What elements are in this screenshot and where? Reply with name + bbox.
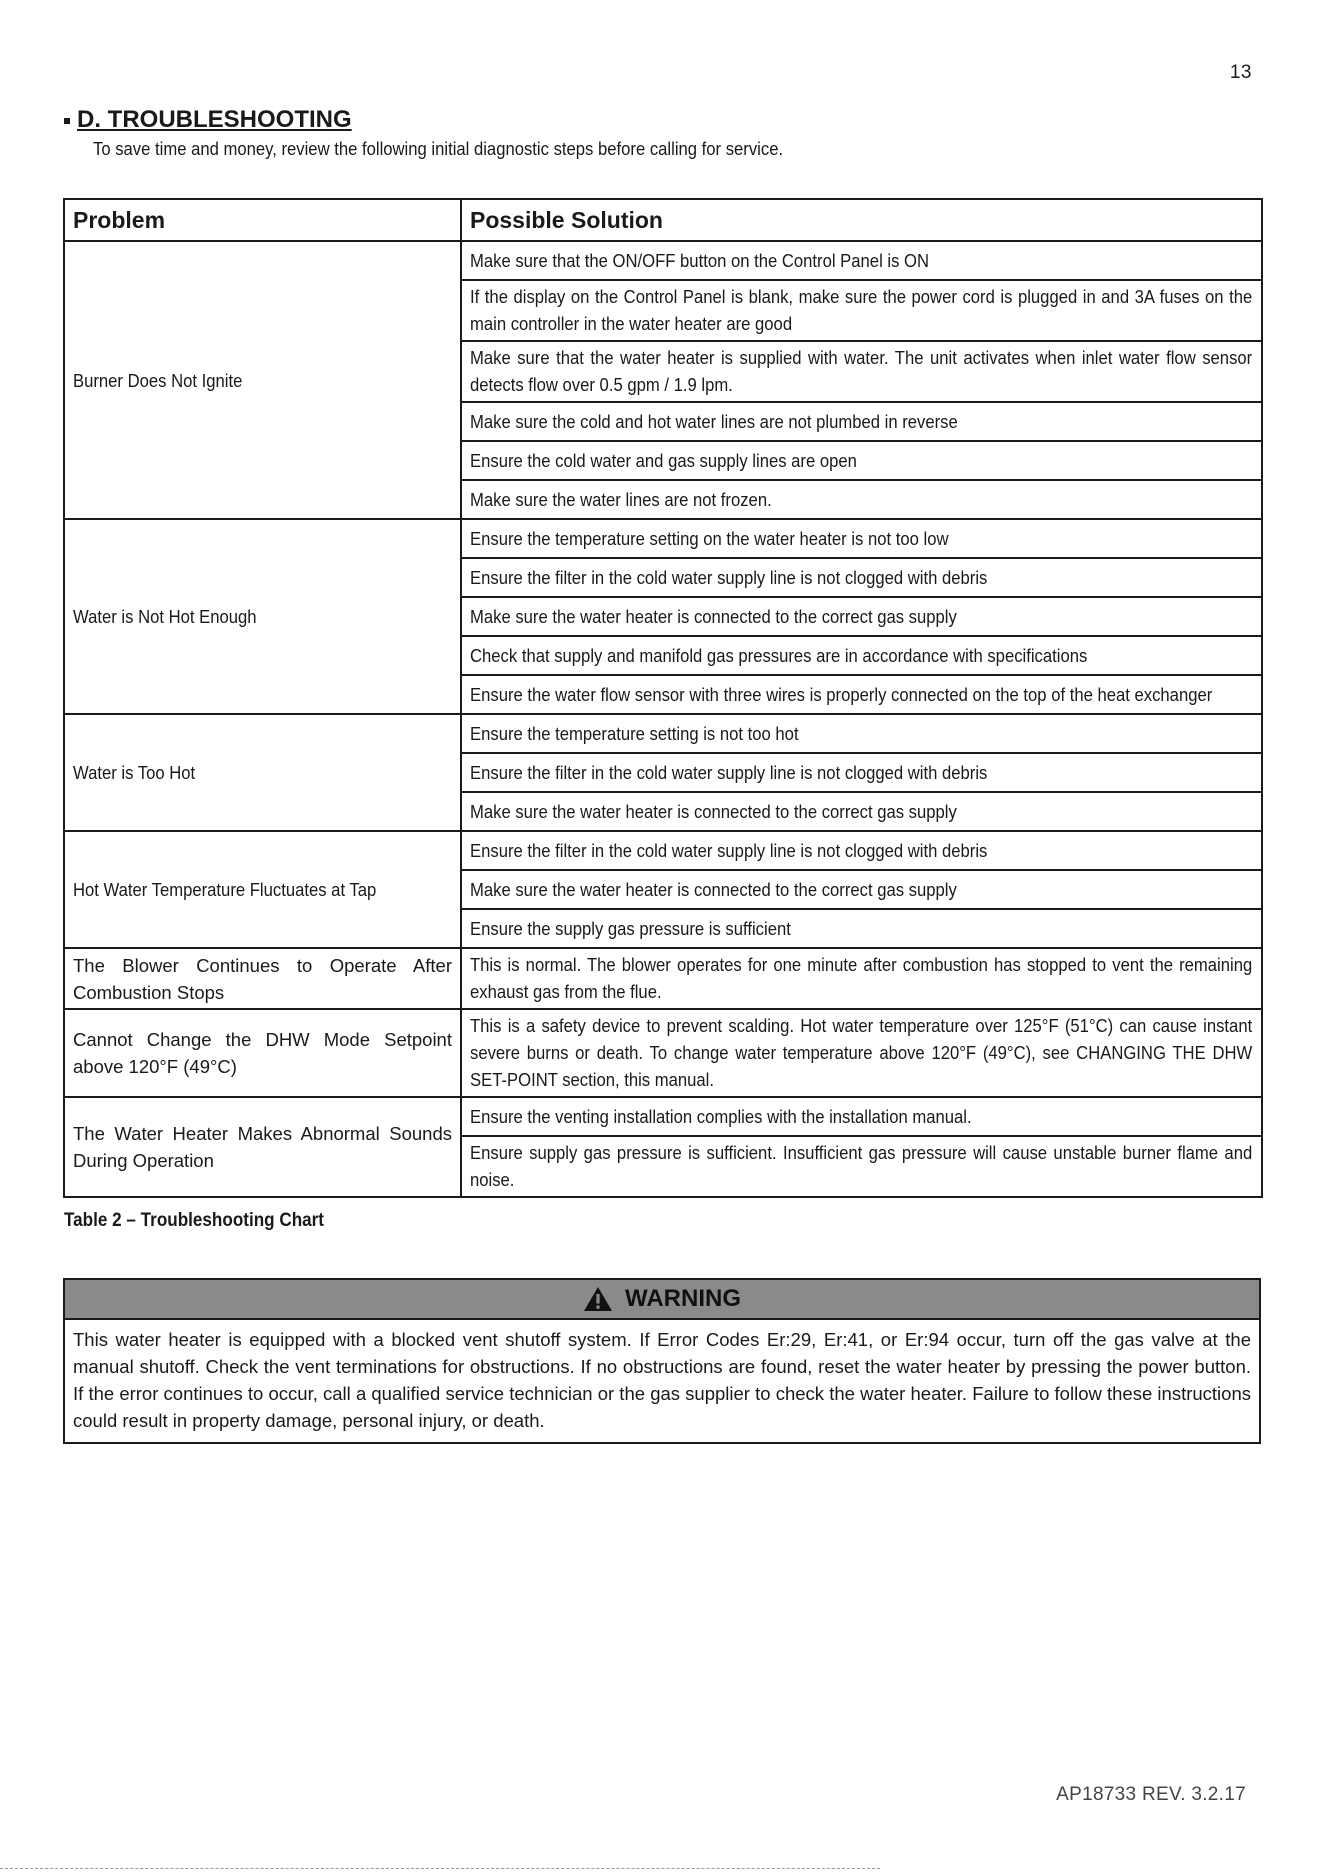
solution-cell (461, 1009, 1262, 1097)
solution-text: Ensure supply gas pressure is sufficient. Insufficient gas pressure will cause unstable burner flame and noise. (470, 1142, 1253, 1190)
solution-text: Make sure the water heater is connected to the correct gas supply (470, 800, 957, 822)
table-row (64, 948, 1262, 1009)
solution-cell (461, 636, 1262, 675)
revision-label: AP18733 REV. 3.2.17 (1056, 1784, 1246, 1805)
solution-cell (461, 753, 1262, 792)
problem-label: The Blower Continues to Operate After Combustion Stops (73, 954, 452, 1003)
solution-cell (461, 480, 1262, 519)
solution-text: Ensure the filter in the cold water supply line is not clogged with debris (470, 839, 988, 861)
solution-column-header: Possible Solution (461, 199, 1262, 241)
solution-text: Ensure the water flow sensor with three wires is properly connected on the top of the heat exchanger (470, 683, 1213, 705)
problem-label: Water is Not Hot Enough (73, 606, 257, 627)
problem-label: Water is Too Hot (73, 762, 196, 783)
problem-cell (64, 1097, 461, 1197)
problem-cell (64, 714, 461, 831)
solution-text: This is a safety device to prevent scalding. Hot water temperature over 125°F (51°C) can cause instant severe burns or death. To change water temperature above 120°F (49°C), see CHANGING THE DHW SET-POINT section, this manual. (470, 1015, 1253, 1090)
solution-text: Ensure the cold water and gas supply lines are open (470, 449, 857, 471)
warning-triangle-icon (583, 1286, 613, 1312)
solution-cell (461, 870, 1262, 909)
problem-label: The Water Heater Makes Abnormal Sounds During Operation (73, 1123, 452, 1171)
footer-divider (0, 1868, 880, 1869)
solution-text: Ensure the filter in the cold water supply line is not clogged with debris (470, 761, 988, 783)
table-header-row (64, 199, 1262, 241)
problem-column-header: Problem (64, 199, 461, 241)
table-body (64, 241, 1262, 1197)
problem-cell (64, 519, 461, 714)
solution-text: Make sure the cold and hot water lines are not plumbed in reverse (470, 410, 958, 432)
problem-cell (64, 948, 461, 1009)
solution-text: This is normal. The blower operates for one minute after combustion has stopped to vent the remaining exhaust gas from the flue. (470, 954, 1253, 1002)
solution-cell (461, 909, 1262, 948)
solution-text: Make sure the water heater is connected to the correct gas supply (470, 878, 957, 900)
table-row (64, 1009, 1262, 1097)
solution-cell (461, 558, 1262, 597)
problem-label: Hot Water Temperature Fluctuates at Tap (73, 879, 377, 900)
solution-cell (461, 1136, 1262, 1197)
solution-cell (461, 280, 1262, 341)
solution-cell (461, 441, 1262, 480)
solution-cell (461, 948, 1262, 1009)
solution-cell (461, 714, 1262, 753)
solution-text: Ensure the supply gas pressure is sufficient (470, 917, 791, 939)
solution-cell (461, 341, 1262, 402)
bullet-icon (64, 118, 70, 124)
solution-cell (461, 241, 1262, 280)
solution-cell (461, 402, 1262, 441)
problem-cell (64, 1009, 461, 1097)
solution-text: Make sure that the water heater is supplied with water. The unit activates when inlet water flow sensor detects flow over 0.5 gpm / 1.9 lpm. (470, 347, 1253, 395)
problem-label: Burner Does Not Ignite (73, 369, 243, 391)
section-intro: To save time and money, review the following initial diagnostic steps before calling for service. (93, 138, 784, 159)
solution-text: Ensure the venting installation complies with the installation manual. (470, 1105, 972, 1127)
solution-text: Make sure that the ON/OFF button on the Control Panel is ON (470, 249, 930, 271)
section-heading (64, 106, 352, 134)
table-row (64, 519, 1262, 558)
solution-text: If the display on the Control Panel is blank, make sure the power cord is plugged in and 3A fuses on the main controller in the water heater are good (470, 286, 1253, 334)
solution-text: Check that supply and manifold gas pressures are in accordance with specifications (470, 644, 1088, 666)
table-row (64, 1097, 1262, 1136)
solution-text: Make sure the water heater is connected to the correct gas supply (470, 605, 957, 627)
troubleshooting-table (63, 198, 1263, 1198)
solution-cell (461, 675, 1262, 714)
table-caption: Table 2 – Troubleshooting Chart (64, 1210, 325, 1231)
table-row (64, 241, 1262, 280)
problem-label: Cannot Change the DHW Mode Setpoint above 120°F (49°C) (73, 1029, 452, 1077)
table-row (64, 831, 1262, 870)
solution-text: Ensure the temperature setting on the water heater is not too low (470, 527, 949, 549)
warning-text: This water heater is equipped with a blocked vent shutoff system. If Error Codes Er:29, Er:41, or Er:94 occur, turn off the gas valve at the manual shutoff. Check the vent terminations for obstructions. If no obstructions are found, reset the water heater by pressing the power button. If the error continues to occur, call a qualified service technician or the gas supplier to check the water heater. Failure to follow these instructions could result in property damage, personal injury, or death. (73, 1329, 1251, 1431)
solution-cell (461, 519, 1262, 558)
problem-cell (64, 831, 461, 948)
page-number: 13 (1229, 62, 1252, 83)
problem-cell (64, 241, 461, 519)
section-title: D. TROUBLESHOOTING (77, 106, 352, 133)
table-row (64, 714, 1262, 753)
warning-title: WARNING (625, 1285, 741, 1312)
solution-cell (461, 831, 1262, 870)
solution-text: Ensure the temperature setting is not too hot (470, 722, 799, 744)
solution-text: Make sure the water lines are not frozen. (470, 488, 772, 510)
solution-cell (461, 597, 1262, 636)
warning-header (65, 1280, 1259, 1320)
solution-text: Ensure the filter in the cold water supply line is not clogged with debris (470, 566, 988, 588)
warning-box (63, 1278, 1261, 1444)
solution-cell (461, 1097, 1262, 1136)
solution-cell (461, 792, 1262, 831)
